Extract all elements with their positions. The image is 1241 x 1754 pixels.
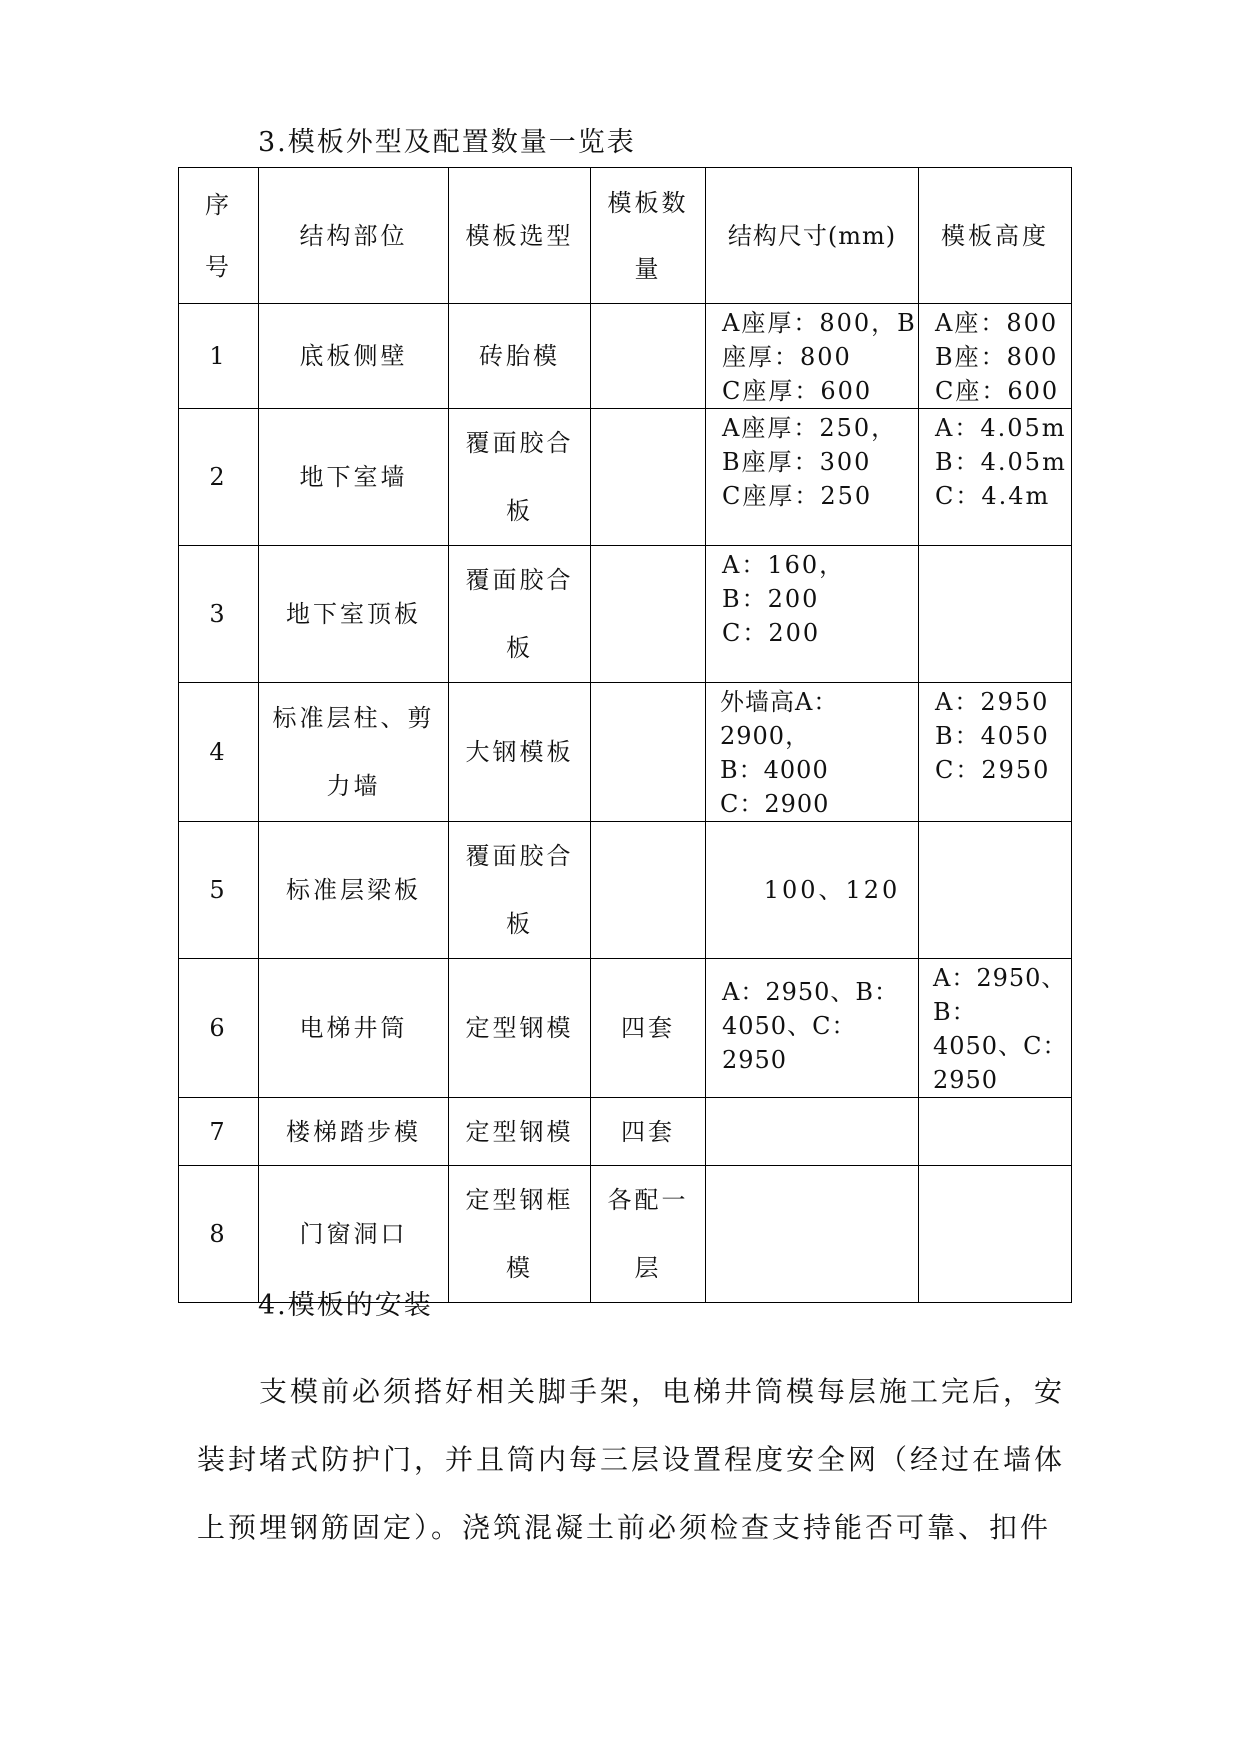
body-paragraph: 支模前必须搭好相关脚手架，电梯井筒模每层施工完后，安装封堵式防护门，并且筒内每三层设置程度安全网（经过在墙体上预埋钢筋固定）。浇筑混凝土前必须检查支持能否可靠、扣件 xyxy=(197,1375,1066,1544)
row-qty xyxy=(591,409,706,546)
row-part: 底板侧壁 xyxy=(259,304,449,409)
table-row xyxy=(179,683,1072,822)
row-no: 1 xyxy=(179,304,259,409)
row-type: 覆面胶合板 xyxy=(449,546,591,683)
table-row xyxy=(179,959,1072,1098)
row-part: 标准层梁板 xyxy=(259,822,449,959)
table-row xyxy=(179,546,1072,683)
table-row xyxy=(179,409,1072,546)
row-no: 2 xyxy=(179,409,259,546)
row-type: 大钢模板 xyxy=(449,683,591,822)
row-qty xyxy=(591,683,706,822)
row-qty xyxy=(591,822,706,959)
formwork-table xyxy=(178,167,1072,1303)
row-no: 6 xyxy=(179,959,259,1098)
row-size: 100、120 xyxy=(706,822,919,959)
table-row xyxy=(179,1098,1072,1166)
table-row xyxy=(179,1166,1072,1303)
row-part: 地下室墙 xyxy=(259,409,449,546)
row-height xyxy=(919,1166,1072,1303)
row-no: 3 xyxy=(179,546,259,683)
row-height xyxy=(919,822,1072,959)
row-size: A座厚：250， B座厚：300 C座厚：250 xyxy=(706,409,919,546)
table-header-row xyxy=(179,168,1072,304)
row-height: A座：800 B座：800 C座：600 xyxy=(919,304,1072,409)
row-type: 定型钢模 xyxy=(449,1098,591,1166)
row-height: A：2950、B： 4050、C： 2950 xyxy=(919,959,1072,1098)
row-size: A座厚：800，B 座厚：800 C座厚：600 xyxy=(706,304,919,409)
header-height: 模板高度 xyxy=(919,168,1072,304)
header-no: 序号 xyxy=(179,168,259,304)
row-qty xyxy=(591,304,706,409)
row-part: 楼梯踏步模 xyxy=(259,1098,449,1166)
row-qty: 四套 xyxy=(591,1098,706,1166)
section-4-title: 4.模板的安装 xyxy=(258,1290,433,1321)
row-type: 定型钢模 xyxy=(449,959,591,1098)
table-row xyxy=(179,822,1072,959)
section-3-title: 3.模板外型及配置数量一览表 xyxy=(258,127,636,158)
header-size: 结构尺寸(mm) xyxy=(706,168,919,304)
row-size: A：160， B：200 C：200 xyxy=(706,546,919,683)
row-part: 标准层柱、剪力墙 xyxy=(259,683,449,822)
row-no: 4 xyxy=(179,683,259,822)
row-size: 外墙高A：2900， B：4000 C：2900 xyxy=(706,683,919,822)
header-type: 模板选型 xyxy=(449,168,591,304)
row-part: 电梯井筒 xyxy=(259,959,449,1098)
row-size: A：2950、B： 4050、C：2950 xyxy=(706,959,919,1098)
row-size xyxy=(706,1166,919,1303)
row-no: 8 xyxy=(179,1166,259,1303)
header-part: 结构部位 xyxy=(259,168,449,304)
row-type: 覆面胶合板 xyxy=(449,409,591,546)
row-height xyxy=(919,546,1072,683)
row-qty: 四套 xyxy=(591,959,706,1098)
row-type: 覆面胶合板 xyxy=(449,822,591,959)
row-type: 砖胎模 xyxy=(449,304,591,409)
header-qty: 模板数量 xyxy=(591,168,706,304)
row-type: 定型钢框模 xyxy=(449,1166,591,1303)
row-size xyxy=(706,1098,919,1166)
table-row xyxy=(179,304,1072,409)
row-height: A：4.05m B：4.05m C：4.4m xyxy=(919,409,1072,546)
row-no: 5 xyxy=(179,822,259,959)
row-part: 地下室顶板 xyxy=(259,546,449,683)
row-no: 7 xyxy=(179,1098,259,1166)
row-part: 门窗洞口 xyxy=(259,1166,449,1303)
row-height xyxy=(919,1098,1072,1166)
row-qty xyxy=(591,546,706,683)
row-qty: 各配一层 xyxy=(591,1166,706,1303)
row-height: A：2950 B：4050 C：2950 xyxy=(919,683,1072,822)
